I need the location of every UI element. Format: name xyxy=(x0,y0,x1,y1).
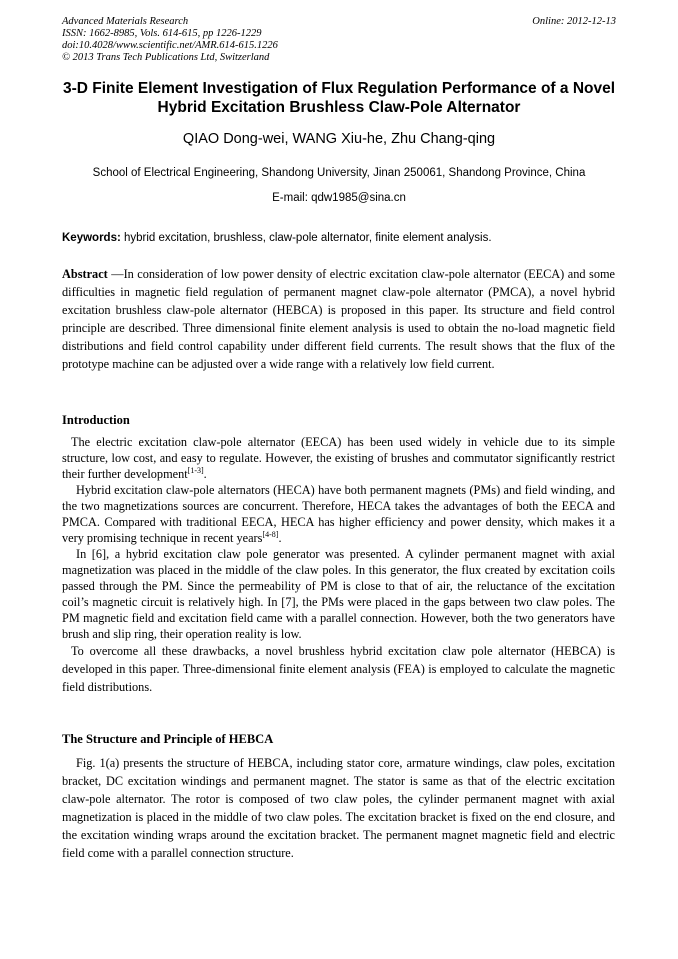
intro-p1-end: . xyxy=(203,467,207,481)
journal-doi[interactable]: doi:10.4028/www.scientific.net/AMR.614-615.1226 xyxy=(62,40,278,51)
paper-authors: QIAO Dong-wei, WANG Xiu-he, Zhu Chang-qing xyxy=(182,131,496,147)
journal-copyright: © 2013 Trans Tech Publications Ltd, Switzerland xyxy=(62,52,270,63)
intro-p2-end: . xyxy=(278,531,282,545)
intro-paragraph-1 xyxy=(62,434,615,482)
abstract-label: Abstract xyxy=(62,267,108,281)
intro-p1-ref: [1-3] xyxy=(187,465,204,475)
paper-affiliation: School of Electrical Engineering, Shandong University, Jinan 250061, Shandong Province, China xyxy=(92,167,586,179)
journal-issn: ISSN: 1662-8985, Vols. 614-615, pp 1226-1229 xyxy=(62,28,262,39)
author-email[interactable]: E-mail: qdw1985@sina.cn xyxy=(272,192,406,204)
intro-paragraph-4: To overcome all these drawbacks, a novel brushless hybrid excitation claw pole alternator (HEBCA) is developed in this paper. Three-dimensional finite element analysis (FEA) is employed to calculate the magnetic field distributions. xyxy=(62,644,615,694)
introduction-body xyxy=(62,434,615,696)
online-date: Online: 2012-12-13 xyxy=(532,16,616,27)
journal-name: Advanced Materials Research xyxy=(62,16,189,27)
introduction-heading: Introduction xyxy=(62,413,130,427)
intro-paragraph-2 xyxy=(62,482,615,546)
structure-paragraph-1: Fig. 1(a) presents the structure of HEBCA, including stator core, armature windings, claw poles, excitation bracket, DC excitation windings and permanent magnet. The stator is same as that of the electric excitation claw-pole alternator. The rotor is composed of two claw poles, the cylinder permanent magnet with axial magnetization is placed in the middle of two claw poles. The excitation bracket is fixed on the end closure, and the excitation winding wraps around the excitation bracket. The permanent magnet magnetic field and electric field come with a parallel connection structure. xyxy=(62,756,615,860)
intro-p2-text: Hybrid excitation claw-pole alternators (HECA) have both permanent magnets (PMs) and field winding, and the two magnetizations sources are concurrent. Therefore, HECA takes the advantages of both the EECA and PMCA. Compared with traditional EECA, HECA has higher efficiency and power density, which makes it a very promising technique in recent years xyxy=(62,483,615,545)
keywords xyxy=(62,231,616,245)
abstract xyxy=(62,265,615,373)
paper-title: 3-D Finite Element Investigation of Flux Regulation Performance of a Novel Hybrid Excitation Brushless Claw-Pole Alternator xyxy=(62,80,616,116)
structure-heading: The Structure and Principle of HEBCA xyxy=(62,732,274,746)
intro-paragraph-3: In [6], a hybrid excitation claw pole generator was presented. A cylinder permanent magnet with axial magnetization was placed in the middle of the claw poles. In this generator, the flux created by excitation coils passed through the PM. Since the permeability of PM is close to that of air, the reluctance of the excitation coil’s magnetic circuit is relatively high. In [7], the PMs were placed in the gaps between two claw poles. The PM magnetic field and excitation field came with a parallel connection. However, both the two generators have brush and slip ring, their operation reality is low. xyxy=(62,547,615,641)
intro-p2-ref: [4-8] xyxy=(262,529,279,539)
structure-body xyxy=(62,754,615,862)
abstract-text: —In consideration of low power density of electric excitation claw-pole alternator (EECA) and some difficulties in magnetic field regulation of permanent magnet claw-pole alternator (PMCA), a novel hybrid excitation brushless claw-pole alternator (HEBCA) is proposed in this paper. Its structure and field control principle are described. Three dimensional finite element analysis is used to obtain the no-load magnetic field distributions and field control capability under different field currents. The result shows that the flux of the prototype machine can be adjusted over a wide range with a relatively low field current. xyxy=(62,267,615,371)
journal-header xyxy=(62,16,616,64)
keywords-label: Keywords: xyxy=(62,232,121,244)
keywords-text: hybrid excitation, brushless, claw-pole alternator, finite element analysis. xyxy=(124,232,492,244)
intro-p1-text: The electric excitation claw-pole alternator (EECA) has been used widely in vehicle due to its simple structure, low cost, and easy to regulate. However, the existing of brushes and commutator significantly restrict their further development xyxy=(62,435,615,481)
